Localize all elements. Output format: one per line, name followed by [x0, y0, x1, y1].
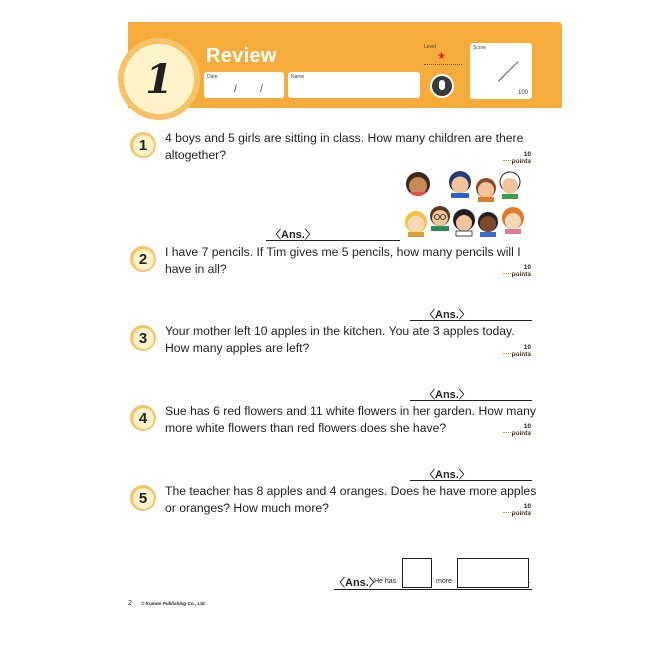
question-line: Your mother left 10 apples in the kitchen. You ate 3 apples today.	[165, 324, 515, 338]
points-label: 10 points	[511, 264, 531, 278]
lesson-badge-inner	[124, 44, 194, 114]
question-number: 1	[133, 135, 154, 156]
question-line: have in all?	[165, 262, 227, 276]
question-line: How many apples are left?	[165, 341, 310, 355]
question-line: The teacher has 8 apples and 4 oranges. Does he have more apples	[165, 484, 537, 498]
lesson-number: 1	[145, 55, 173, 103]
child-face-icon	[430, 206, 450, 231]
points-divider	[503, 512, 531, 513]
child-face-icon	[500, 172, 520, 199]
points-divider	[503, 273, 531, 274]
question-number: 2	[133, 249, 154, 270]
question-number: 3	[133, 328, 154, 349]
question-number: 4	[133, 408, 154, 429]
points-divider	[503, 432, 531, 433]
date-label: Date	[207, 74, 218, 80]
child-face-icon	[406, 172, 430, 196]
points-label: 10 points	[511, 423, 531, 437]
answer-label: 〈Ans.〉	[424, 389, 470, 401]
answer-line[interactable]	[266, 240, 400, 241]
question-number-badge	[130, 132, 156, 158]
answer-label: 〈Ans.〉	[334, 577, 380, 589]
level-star-icon: ★	[437, 51, 446, 62]
question-number-badge	[130, 246, 156, 272]
answer-line[interactable]	[410, 320, 532, 321]
points-label: 10 points	[511, 344, 531, 358]
fruit-answer-box[interactable]	[402, 558, 432, 588]
amount-answer-box[interactable]	[457, 558, 529, 588]
score-label: Score	[473, 45, 487, 51]
question-text	[165, 130, 540, 164]
answer-label: 〈Ans.〉	[424, 469, 470, 481]
question-number-badge	[130, 405, 156, 431]
question-line: more white flowers than red flowers does she have?	[165, 421, 447, 435]
date-slash: /	[260, 84, 263, 95]
copyright-text: © Kumon Publishing Co., Ltd.	[141, 601, 206, 606]
child-face-icon	[449, 171, 471, 198]
score-slash	[498, 61, 519, 82]
mascot-icon	[430, 74, 454, 98]
question-text	[165, 403, 540, 437]
page-title: Review	[206, 45, 277, 67]
answer-line	[334, 589, 532, 590]
question-number-badge	[130, 325, 156, 351]
name-label: Name	[291, 74, 305, 80]
answer-line[interactable]	[410, 400, 532, 401]
answer-label: 〈Ans.〉	[270, 229, 316, 241]
question-text	[165, 323, 540, 357]
date-slash: /	[234, 84, 237, 95]
he-has-label: He has	[374, 578, 397, 585]
points-divider	[503, 353, 531, 354]
question-line: I have 7 pencils. If Tim gives me 5 pencils, how many pencils will I	[165, 245, 521, 259]
score-total: 100	[517, 90, 528, 96]
more-label: more	[436, 578, 452, 585]
question-number: 5	[133, 488, 154, 509]
answer-label: 〈Ans.〉	[424, 309, 470, 321]
question-text	[165, 244, 540, 278]
children-faces-icon	[398, 166, 530, 242]
date-field[interactable]	[204, 72, 284, 98]
child-face-icon	[502, 207, 524, 234]
name-field[interactable]	[288, 72, 420, 98]
child-face-icon	[478, 212, 498, 237]
question-line: or oranges? How much more?	[165, 501, 329, 515]
question-line: 4 boys and 5 girls are sitting in class. How many children are there	[165, 131, 524, 145]
question-text	[165, 483, 540, 517]
answer-line[interactable]	[410, 480, 532, 481]
points-divider	[503, 160, 531, 161]
level-label: Level	[424, 44, 436, 50]
points-label: 10 points	[511, 503, 531, 517]
question-number-badge	[130, 485, 156, 511]
child-face-icon	[405, 211, 427, 237]
child-face-icon	[453, 209, 475, 236]
page-number: 2	[128, 600, 132, 607]
question-line: Sue has 6 red flowers and 11 white flowers in her garden. How many	[165, 404, 537, 418]
question-line: altogether?	[165, 148, 226, 162]
child-face-icon	[476, 178, 496, 202]
period-mark: .	[529, 578, 531, 585]
score-field[interactable]	[470, 43, 532, 99]
level-divider	[424, 64, 462, 65]
points-label: 10 points	[511, 151, 531, 165]
